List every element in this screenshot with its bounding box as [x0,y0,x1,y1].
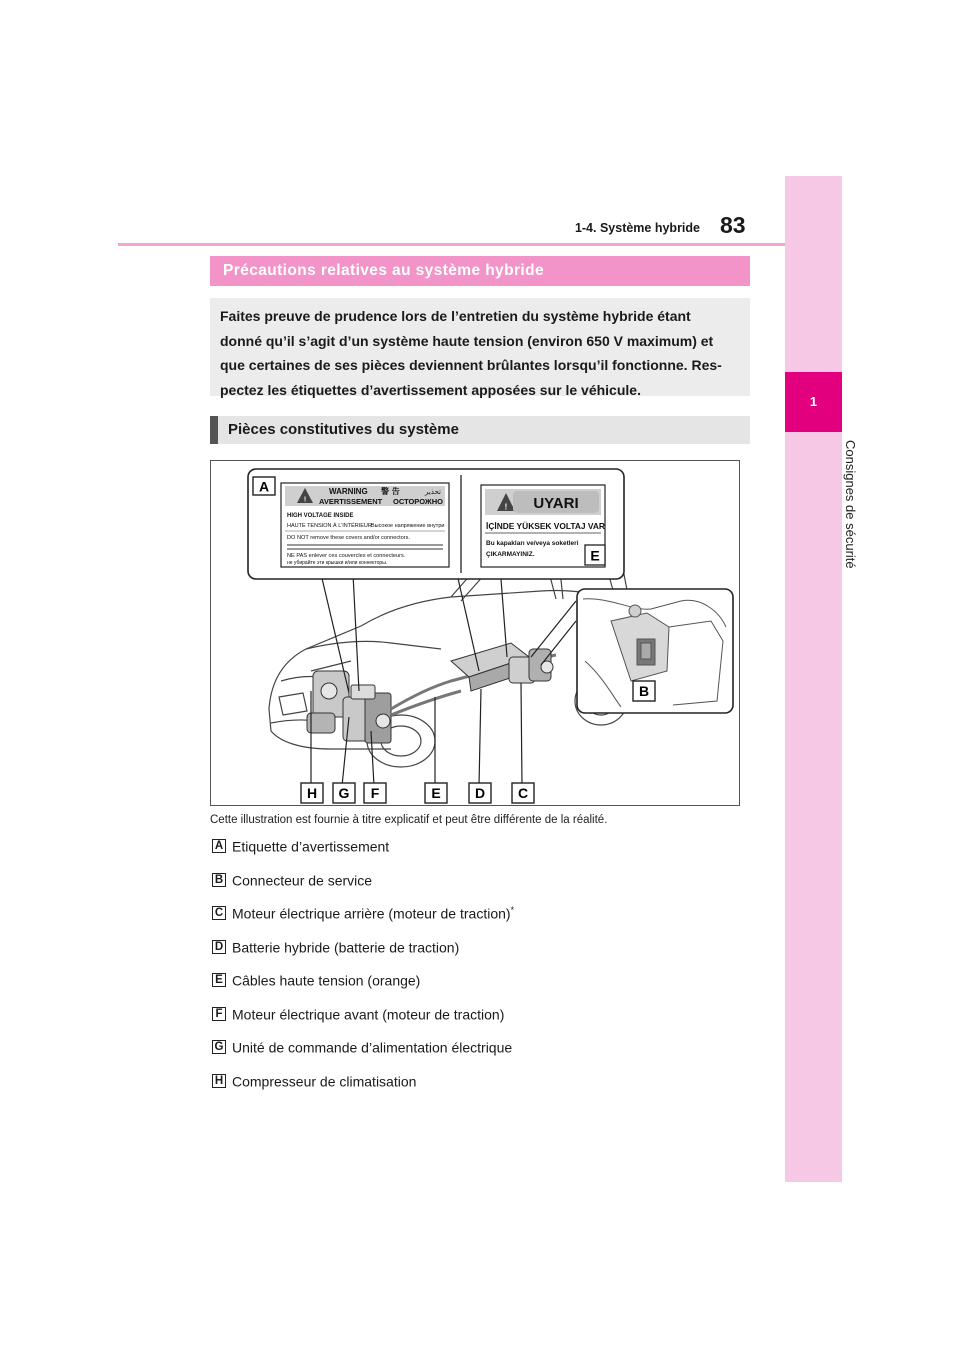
callout-e-label: E [431,785,441,801]
system-illustration [210,460,740,806]
callout-g [333,783,355,803]
figure-caption: Cette illustration est fournie à titre explicatif et peut être différente de la réalité. [210,814,608,826]
legend-key: H [212,1074,226,1088]
chapter-number: 1 [785,372,842,432]
callout-a [253,477,275,495]
callout-b [633,681,655,701]
legend-text: Connecteur de service [232,872,373,889]
legend-key: A [212,839,226,853]
legend-key: E [212,973,226,987]
legend-key: C [212,906,226,920]
callout-d-label: D [474,785,486,801]
callout-h-label: H [306,785,318,801]
label-avertissement-text: AVERTISSEMENT [319,497,383,506]
intro-line: Faites preuve de prudence lors de l’entretien du système hybride étant [220,308,691,324]
svg-text:!: ! [504,502,508,512]
label-kanji-text: 警 告 [381,487,400,496]
legend-text: Unité de commande d’alimentation électrique [232,1039,513,1056]
label-line3: не убирайте эти крышки и/или коннекторы. [287,560,388,566]
label-warning-text: WARNING [329,487,368,496]
callout-e-label-box [585,545,605,565]
legend-item-f [212,1006,732,1026]
callout-a-label: A [258,478,270,495]
legend-item-h [212,1073,732,1093]
legend-item-a [212,838,732,858]
legend-text: Batterie hybride (batterie de traction) [232,939,460,956]
label-line1: DO NOT remove these covers and/or connectors. [287,535,411,541]
label-voltage-text: İÇİNDE YÜKSEK VOLTAJ VAR [486,521,605,531]
legend-item-c [212,905,732,925]
callout-f [364,783,386,803]
callout-c-label: C [517,785,529,801]
front-powertrain [307,671,391,743]
callout-b-label: B [638,683,650,699]
intro-line: que certaines de ses pièces deviennent brûlantes lorsqu’il fonctionne. Res- [220,357,722,373]
intro-line: donné qu’il s’agit d’un système haute tension (environ 650 V maximum) et [220,332,714,349]
header-rule [118,243,785,246]
section-title: 1-4. Système hybride [574,221,700,235]
rear-powertrain [451,643,553,691]
legend-key: D [212,940,226,954]
legend-text: Moteur électrique arrière (moteur de traction)* [232,905,515,922]
label-tr-line2: ÇIKARMAYINIZ. [486,551,535,558]
legend-key: B [212,873,226,887]
legend-text: Etiquette d’avertissement [232,838,390,855]
legend-text: Compresseur de climatisation [232,1073,417,1090]
svg-text:!: ! [303,496,307,504]
legend-key: G [212,1040,226,1054]
callout-e-inset-label: E [590,547,600,564]
callout-f-label: F [370,785,380,801]
legend-item-d [212,939,732,959]
label-hv-inside: HIGH VOLTAGE INSIDE [287,513,354,519]
callout-h [301,783,323,803]
label-line2: NE PAS enlever ces couvercles et connecteurs. [287,553,406,559]
intro-box [210,298,750,396]
callout-c [512,783,534,803]
label-hv-fr: HAUTE TENSION À L’INTÉRIEUR [287,523,372,529]
label-tr-line1: Bu kapakları ve/veya soketleri [486,540,579,547]
callout-d [469,783,491,803]
subheading: Pièces constitutives du système [210,416,750,444]
label-arabic-text: تحذير [425,488,441,496]
legend-item-b [212,872,732,892]
legend-text: Câbles haute tension (orange) [232,972,421,989]
illustration-svg [211,461,741,807]
legend-item-e [212,972,732,992]
label-hv-ru: Высокое напряжение внутри [371,523,445,529]
page-number: 83 [720,212,746,238]
section-banner: Précautions relatives au système hybride [210,256,750,286]
legend-item-g [212,1039,732,1059]
chapter-label: Consignes de sécurité [843,440,858,569]
legend-key: F [212,1007,226,1021]
callout-g-label: G [338,785,350,801]
intro-line: pectez les étiquettes d’avertissement apposées sur le véhicule. [220,381,641,398]
legend-text: Moteur électrique avant (moteur de traction) [232,1006,505,1023]
label-russian-text: ОСТОРОЖНО [393,497,443,506]
label-uyari-text: UYARI [533,495,579,512]
callout-e [425,783,447,803]
chapter-side-tab [785,176,842,1182]
